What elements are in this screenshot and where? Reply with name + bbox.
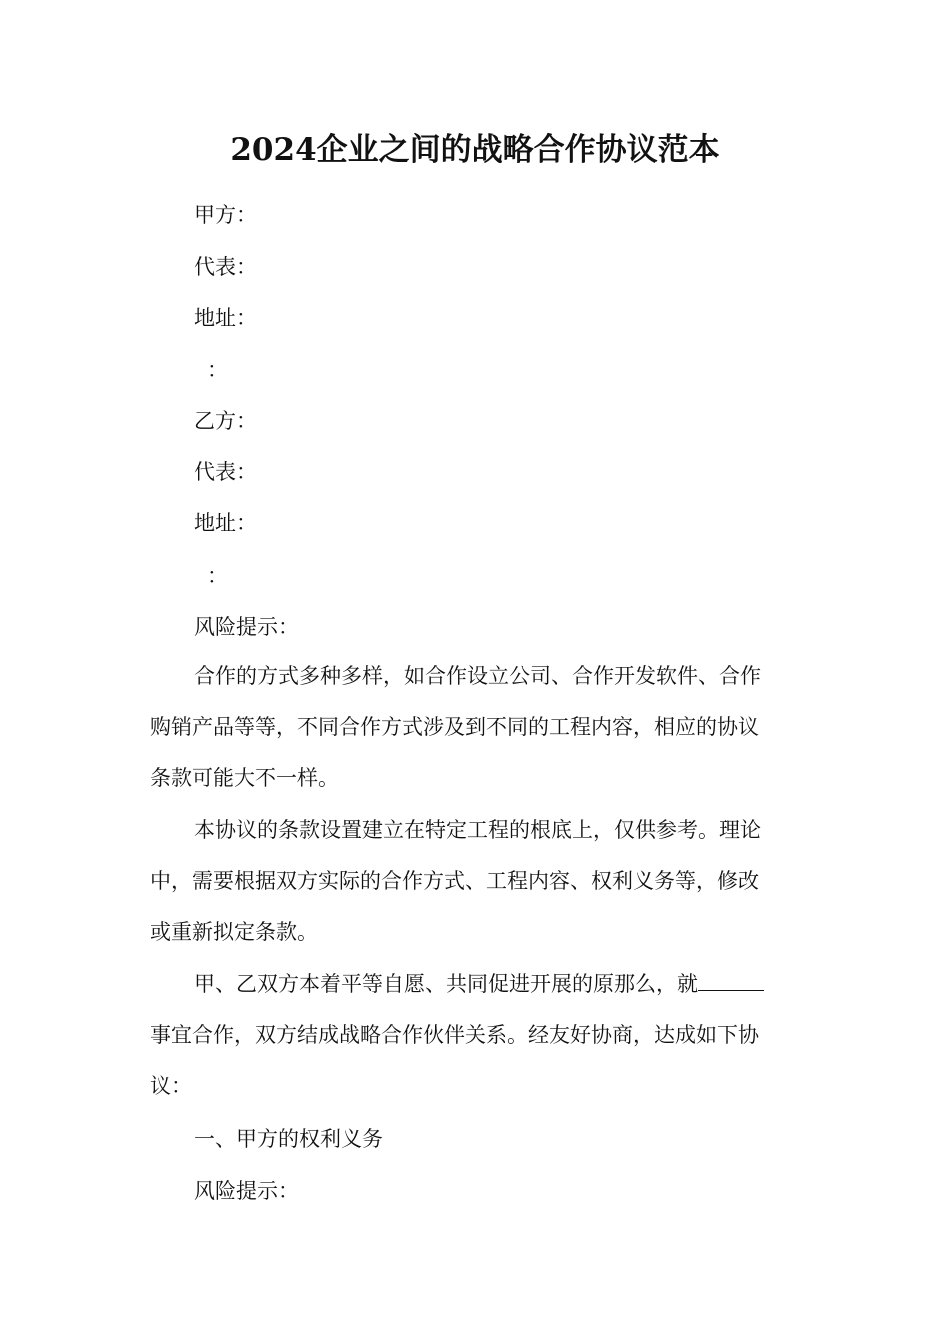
party-a-address: 地址： (194, 306, 257, 330)
paragraph-line (150, 959, 798, 1010)
paragraph-line: 或重新拟定条款。 (150, 920, 318, 944)
party-b-representative: 代表： (194, 460, 257, 484)
party-a-label: 甲方： (194, 203, 257, 227)
paragraph-line: 合作的方式多种多样，如合作设立公司、合作开发软件、合作 (194, 664, 761, 688)
paragraph-agreement-intro (150, 959, 798, 1112)
section-1-heading: 一、甲方的权利义务 (194, 1127, 383, 1151)
party-a-representative: 代表： (194, 255, 257, 279)
party-b-extra: ： (207, 564, 228, 588)
risk-notice-2: 风险提示： (194, 1179, 299, 1203)
paragraph-line-text: 甲、乙双方本着平等自愿、共同促进开展的原那么，就 (194, 972, 698, 996)
risk-notice-1: 风险提示： (194, 615, 299, 639)
fill-in-blank[interactable] (698, 972, 764, 991)
paragraph-terms-reference (150, 805, 798, 958)
paragraph-line: 事宜合作，双方结成战略合作伙伴关系。经友好协商，达成如下协 (150, 1023, 759, 1047)
paragraph-line: 本协议的条款设置建立在特定工程的根底上，仅供参考。理论 (194, 818, 761, 842)
party-b-label: 乙方： (194, 409, 257, 433)
document-title: 2024企业之间的战略合作协议范本 (230, 132, 720, 168)
paragraph-line: 条款可能大不一样。 (150, 766, 339, 790)
paragraph-line: 议： (150, 1074, 192, 1098)
paragraph-line: 中，需要根据双方实际的合作方式、工程内容、权利义务等，修改 (150, 869, 759, 893)
party-b-address: 地址： (194, 511, 257, 535)
paragraph-cooperation-methods (150, 651, 798, 804)
paragraph-line: 购销产品等等，不同合作方式涉及到不同的工程内容，相应的协议 (150, 715, 759, 739)
party-a-extra: ： (207, 358, 228, 382)
